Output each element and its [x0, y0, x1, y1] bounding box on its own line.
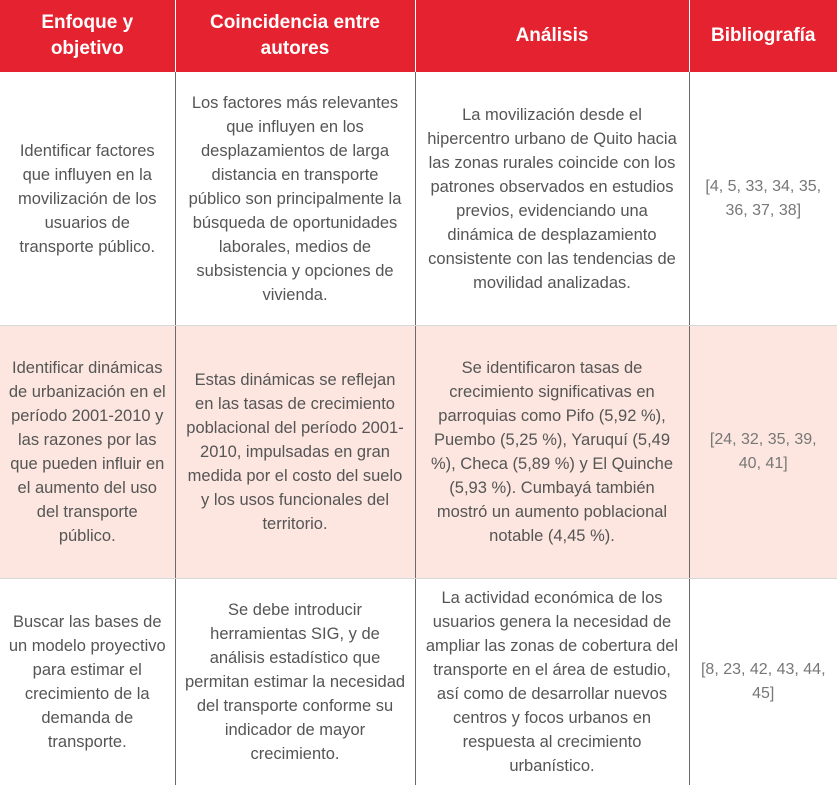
cell-enfoque: Identificar factores que influyen en la movilización de los usuarios de transporte público. — [0, 72, 175, 326]
cell-bibliografia: [24, 32, 35, 39, 40, 41] — [689, 326, 837, 579]
table-row — [0, 579, 837, 785]
cell-bibliografia: [4, 5, 33, 34, 35, 36, 37, 38] — [689, 72, 837, 326]
cell-bibliografia: [8, 23, 42, 43, 44, 45] — [689, 579, 837, 785]
cell-analisis: La movilización desde el hipercentro urbano de Quito hacia las zonas rurales coincide con los patrones observados en estudios previos, evidenciando una dinámica de desplazamiento consistente con las tendencias de movilidad analizadas. — [415, 72, 689, 326]
cell-enfoque: Identificar dinámicas de urbanización en el período 2001-2010 y las razones por las que pueden influir en el aumento del uso del transporte público. — [0, 326, 175, 579]
cell-analisis: Se identificaron tasas de crecimiento significativas en parroquias como Pifo (5,92 %), Puembo (5,25 %), Yaruquí (5,49 %), Checa (5,89 %) y El Quinche (5,93 %). Cumbayá también mostró un aumento poblacional notable (4,45 %). — [415, 326, 689, 579]
header-enfoque: Enfoque y objetivo — [0, 0, 175, 72]
cell-enfoque: Buscar las bases de un modelo proyectivo para estimar el crecimiento de la demanda de transporte. — [0, 579, 175, 785]
cell-coincidencia: Se debe introducir herramientas SIG, y de análisis estadístico que permitan estimar la necesidad del transporte conforme su indicador de mayor crecimiento. — [175, 579, 415, 785]
header-bibliografia: Bibliografía — [689, 0, 837, 72]
header-analisis: Análisis — [415, 0, 689, 72]
table-body — [0, 72, 837, 785]
table-row — [0, 72, 837, 326]
cell-coincidencia: Estas dinámicas se reflejan en las tasas de crecimiento poblacional del período 2001-2010, impulsadas en gran medida por el costo del suelo y los usos funcionales del territorio. — [175, 326, 415, 579]
table-row — [0, 326, 837, 579]
cell-analisis: La actividad económica de los usuarios genera la necesidad de ampliar las zonas de cobertura del transporte en el área de estudio, así como de desarrollar nuevos centros y focos urbanos en respuesta al crecimiento urbanístico. — [415, 579, 689, 785]
table-header — [0, 0, 837, 72]
header-row — [0, 0, 837, 72]
cell-coincidencia: Los factores más relevantes que influyen en los desplazamientos de larga distancia en transporte público son principalmente la búsqueda de oportunidades laborales, medios de subsistencia y opciones de vivienda. — [175, 72, 415, 326]
header-coincidencia: Coincidencia entre autores — [175, 0, 415, 72]
